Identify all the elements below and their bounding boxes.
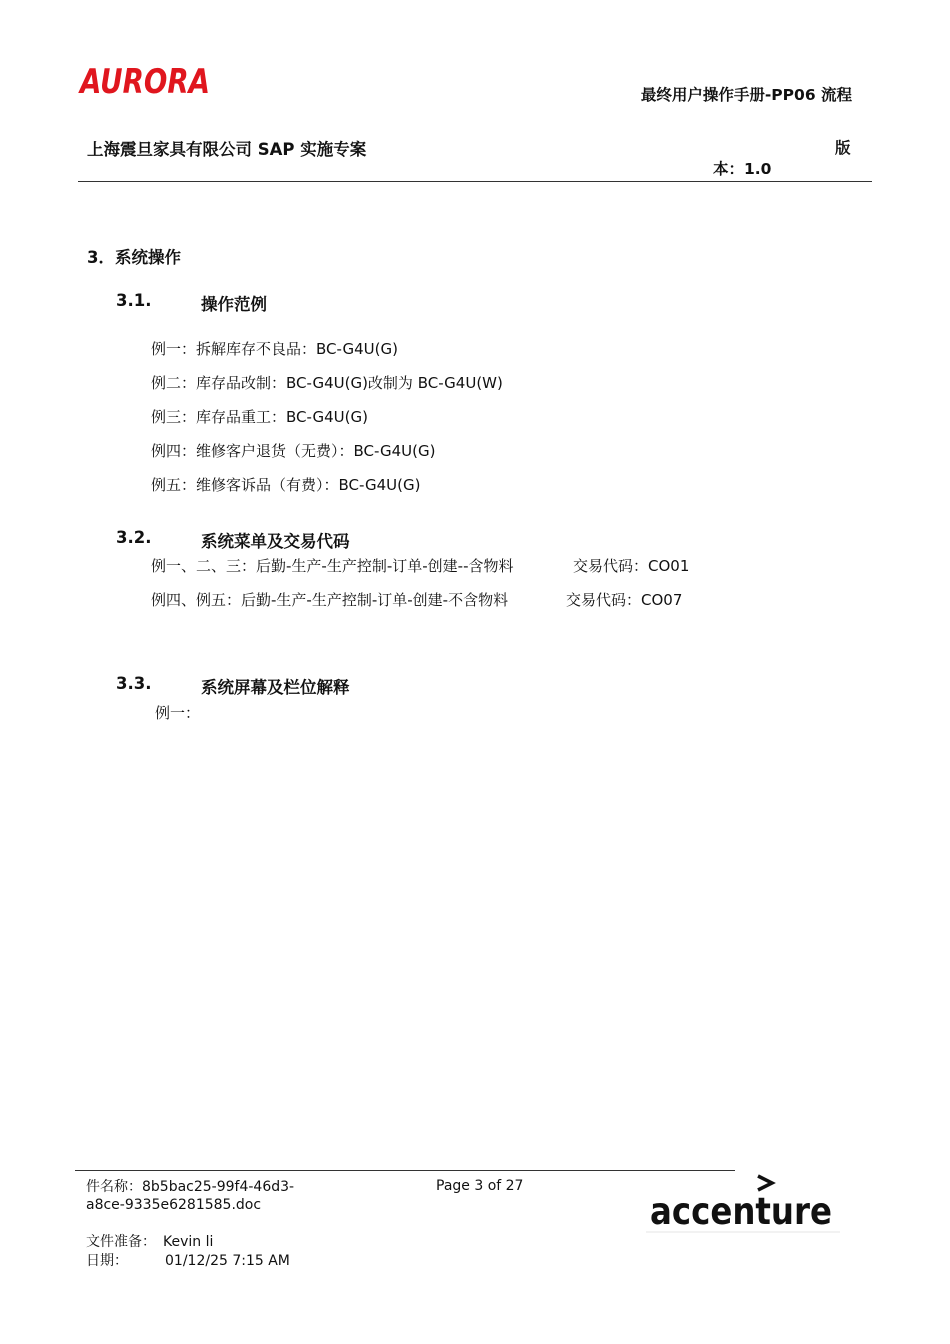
aurora-logo-text: AURORA — [77, 62, 211, 102]
aurora-logo — [77, 62, 212, 102]
date-value: 01/12/25 7:15 AM — [165, 1253, 290, 1269]
accenture-logo-text: accenture — [650, 1190, 832, 1233]
date-label: 日期： — [86, 1253, 128, 1269]
file-name-value-cont: a8ce-9335e6281585.doc — [86, 1197, 262, 1213]
subsection-number: 3.1. — [116, 291, 152, 310]
transaction-code: 交易代码：CO01 — [573, 557, 690, 575]
company-project-title: 上海震旦家具有限公司 SAP 实施专案 — [87, 140, 367, 159]
section-heading: 3．系统操作 — [87, 248, 181, 267]
example-item: 例一：拆解库存不良品：BC-G4U(G) — [151, 340, 398, 358]
subsection-number: 3.3. — [116, 674, 152, 693]
accenture-logo — [646, 1172, 842, 1234]
subsection-title: 系统菜单及交易代码 — [201, 532, 350, 551]
document-title — [610, 84, 852, 106]
example-item: 例二：库存品改制：BC-G4U(G)改制为 BC-G4U(W) — [151, 374, 503, 392]
page-number: Page 3 of 27 — [436, 1178, 524, 1194]
subsection-title: 系统屏幕及栏位解释 — [201, 678, 350, 697]
example-label: 例一： — [155, 704, 201, 722]
footer-divider — [75, 1170, 735, 1171]
example-item: 例五：维修客诉品（有费）：BC-G4U(G) — [151, 476, 421, 494]
file-name-block — [86, 1178, 294, 1214]
version-label: 版 — [835, 139, 851, 157]
prepared-by-label: 文件准备： — [86, 1234, 156, 1250]
document-title-text: 最终用户操作手册-PP06 流程 — [640, 86, 852, 104]
version-value: 本：1.0 — [713, 160, 772, 178]
prepared-by-value: Kevin li — [163, 1234, 214, 1250]
file-name-value: 8b5bac25-99f4-46d3- — [142, 1179, 295, 1195]
accenture-chevron-icon — [758, 1176, 772, 1190]
menu-path: 例四、例五：后勤-生产-生产控制-订单-创建-不含物料 — [151, 591, 509, 609]
file-name-label: 件名称： — [86, 1179, 142, 1195]
subsection-title: 操作范例 — [201, 295, 267, 314]
transaction-code: 交易代码：CO07 — [566, 591, 683, 609]
subsection-number: 3.2. — [116, 528, 152, 547]
example-item: 例四：维修客户退货（无费）：BC-G4U(G) — [151, 442, 436, 460]
header-divider — [78, 181, 872, 182]
example-item: 例三：库存品重工：BC-G4U(G) — [151, 408, 368, 426]
menu-path: 例一、二、三：后勤-生产-生产控制-订单-创建--含物料 — [151, 557, 514, 575]
